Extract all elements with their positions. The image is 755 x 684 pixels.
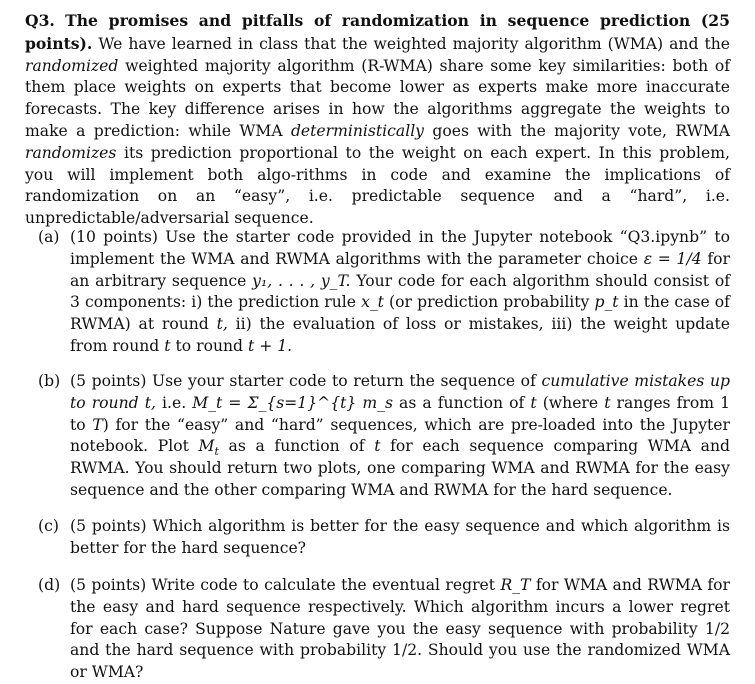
part-b-text-6: ) for the “easy” and “hard” sequences, which are pre-loaded into the Jupyter notebook. Plot [70,415,730,456]
part-label: (b) [38,372,61,390]
intro-text-4: its prediction proportional to the weight on each expert. In this problem, you will implement both algo-rithms in code and examine the implications of randomization on an “easy”, i.e. predictable sequence and a “hard”, i.e. unpredictable/adversarial sequence. [25,143,730,228]
t-math: t, [144,393,156,412]
intro-randomized: randomized [25,56,119,75]
part-c-text: (5 points) Which algorithm is better for the easy sequence and which algorithm is better for the hard sequence? [70,517,730,557]
intro-randomizes: randomizes [25,143,117,162]
part-label: (c) [38,517,59,535]
part-b-text-3: as a function of [399,393,525,412]
part-d [38,575,730,684]
pt-math: p_t [594,293,619,312]
part-b-text-7: as a function of [228,437,365,456]
question-title: The promises and pitfalls of randomization in sequence prediction (25 points). [25,11,730,53]
part-label: (d) [38,576,61,594]
t-math: t [374,437,381,456]
part-a-text-1: (10 points) Use the starter code provided in the Jupyter notebook “Q3.ipynb” to implement the WMA and RWMA algorithms with the parameter choice [70,228,730,268]
part-a-text-7: to round [175,336,244,355]
cumulative-mistakes-math: M_t = Σ_{s=1}^{t} m_s [192,393,393,412]
epsilon-math: ε = 1/4 [643,249,702,268]
Mt-math: $M_t$ [198,437,219,459]
part-b-text-8: for each sequence comparing WMA and RWMA. You should return two plots, one comparing WMA and RWMA for the easy sequence and the other comparing WMA and RWMA for the hard sequence. [70,437,730,499]
part-b [38,371,730,502]
part-label: (a) [38,228,60,246]
intro-text-2: weighted majority algorithm (R-WMA) share some key similarities: both of them place weights on experts that become lower as experts make more inaccurate forecasts. The key difference arises in how the algorithms aggregate the weights to make a prediction: while WMA [25,56,730,140]
T-math: T [92,415,103,434]
intro-text-1: We have learned in class that the weighted majority algorithm (WMA) and the [98,34,730,53]
t-math: t, [216,315,228,334]
xt-math: x_t [361,293,384,312]
part-a-text-2: for an arbitrary sequence [70,249,730,290]
part-b-text-2: i.e. [162,393,187,412]
part-a [38,227,730,358]
t-math: t [530,393,537,412]
part-c [38,516,730,560]
part-a-text-5: in the case of RWMA) at round [70,293,730,334]
t-plus-one-math: t + 1. [248,336,293,355]
intro-deterministically: deterministically [290,121,424,140]
part-b-text-4: (where [542,393,599,412]
t-math: t [164,336,171,355]
question-intro [25,10,730,230]
intro-text-3: goes with the majority vote, RWMA [432,121,730,140]
part-b-italic: cumulative mistakes up to round [70,372,730,412]
part-a-text-3: Your code for each algorithm should consist of 3 components: i) the prediction rule [70,271,730,312]
part-b-text-5: ranges from 1 to [70,393,731,434]
sequence-math: y₁, . . . , y_T. [252,271,351,290]
regret-math: R_T [500,576,531,594]
t-math: t [604,393,611,412]
part-b-text-1: (5 points) Use your starter code to return the sequence of [70,372,536,390]
part-d-text-1: (5 points) Write code to calculate the eventual regret [70,576,496,594]
part-d-text-2: for WMA and RWMA for the easy and hard sequence respectively. Which algorithm incurs a lower regret for each case? Suppose Nature gave you the easy sequence with probability 1/2 and the hard sequence with probability 1/2. Should you use the randomized WMA or WMA? [70,576,730,682]
question-number: Q3. [25,11,55,30]
part-a-text-4: (or prediction probability [389,293,590,312]
part-a-text-6: ii) the evaluation of loss or mistakes, iii) the weight update from round [70,315,730,355]
